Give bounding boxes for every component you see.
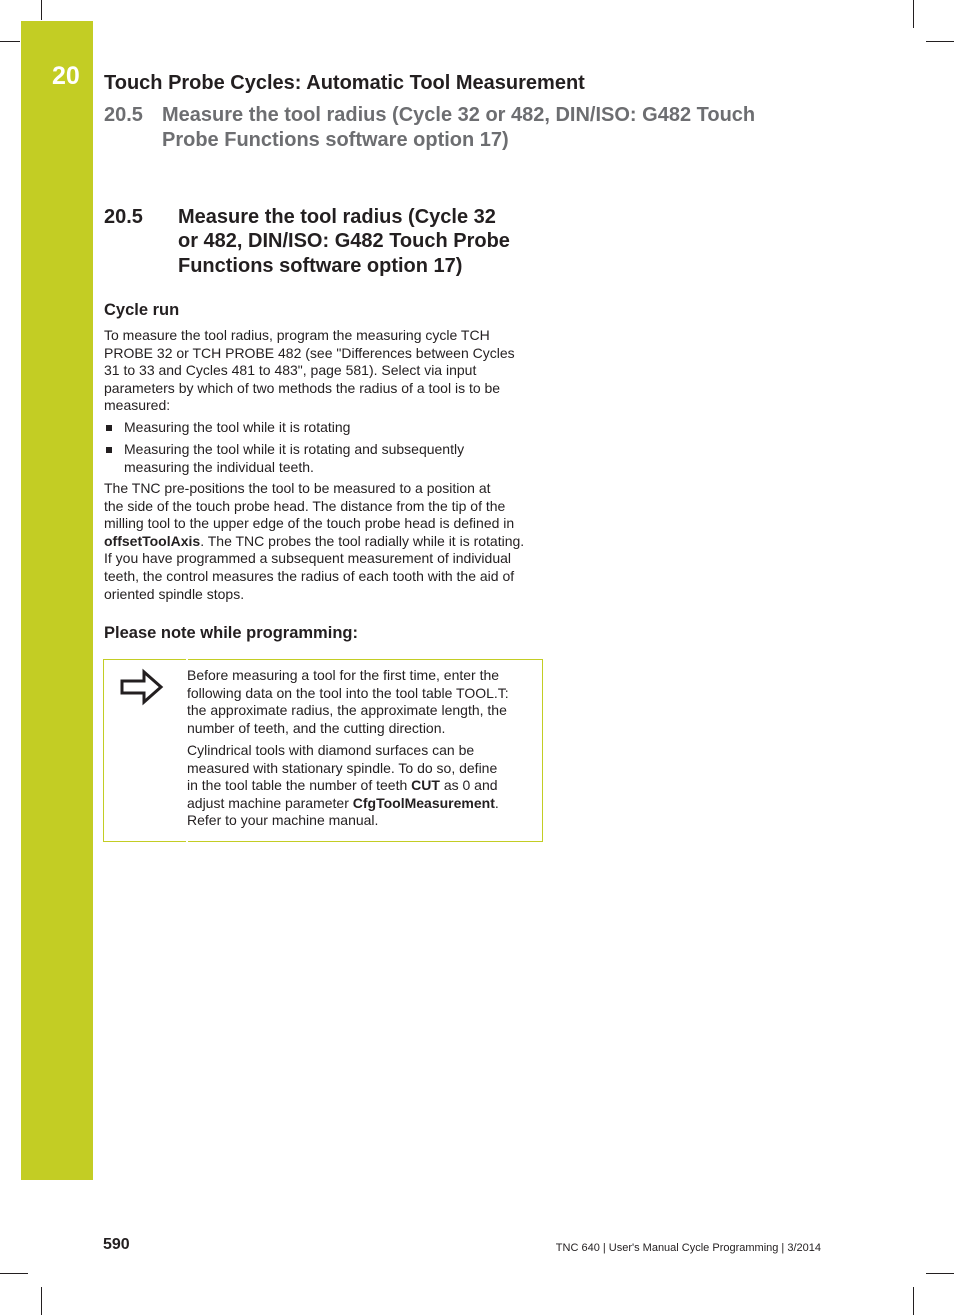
text-line (104, 380, 515, 398)
text-run: measuring the individual teeth. (124, 458, 314, 475)
bold-term: offsetToolAxis (104, 532, 201, 549)
running-header-title: Touch Probe Cycles: Automatic Tool Measurement (104, 72, 585, 94)
page-number: 590 (103, 1236, 130, 1253)
section-number: 20.5 (104, 206, 143, 228)
text-run: oriented spindle stops. (104, 585, 245, 602)
crop-mark (926, 41, 954, 42)
text-line (187, 777, 499, 795)
crop-mark (913, 1287, 914, 1315)
text-line (124, 459, 464, 477)
text-run: adjust machine parameter (187, 794, 353, 811)
bullet-icon (106, 425, 112, 431)
text-run: measured with stationary spindle. To do so, define (187, 759, 498, 776)
text-run: following data on the tool into the tool table TOOL.T: (187, 684, 509, 701)
running-header-section-line: Probe Functions software option 17) (162, 129, 509, 151)
cycle-run-body (104, 480, 524, 603)
crop-mark (41, 1287, 42, 1315)
text-line (104, 586, 524, 604)
text-line (187, 812, 499, 830)
text-line (104, 550, 524, 568)
chapter-number: 20 (52, 62, 80, 90)
text-run: The TNC pre-positions the tool to be measured to a position at (104, 480, 491, 496)
text-run: as 0 and (439, 777, 498, 794)
chapter-tab (21, 21, 93, 1180)
text-line (187, 742, 499, 760)
text-line (124, 419, 350, 437)
text-line (187, 720, 509, 738)
section-title-line: Measure the tool radius (Cycle 32 (178, 206, 496, 228)
text-line (104, 345, 515, 363)
running-header-section-number: 20.5 (104, 104, 143, 126)
note-heading: Please note while programming: (104, 624, 358, 642)
text-run: number of teeth, and the cutting direction. (187, 719, 446, 736)
text-line (104, 515, 524, 533)
text-run: If you have programmed a subsequent measurement of individual (104, 550, 512, 567)
text-run: . The TNC probes the tool radially while it is rotating. (200, 532, 525, 549)
bullet-item (124, 419, 350, 437)
text-line (104, 568, 524, 586)
text-line (187, 667, 509, 685)
note-paragraph (187, 742, 499, 830)
text-run: Refer to your machine manual. (187, 812, 379, 829)
crop-mark (926, 1273, 954, 1274)
text-run: Measuring the tool while it is rotating and subsequently (124, 441, 465, 457)
cycle-run-heading: Cycle run (104, 301, 180, 319)
section-title-line: or 482, DIN/ISO: G482 Touch Probe (178, 230, 510, 252)
text-line (104, 480, 524, 498)
text-run: measured: (104, 397, 171, 414)
text-run: PROBE 32 or TCH PROBE 482 (see "Differences between Cycles (104, 344, 515, 361)
text-run: parameters by which of two methods the radius of a tool is to be (104, 379, 501, 396)
arrow-right-icon (120, 668, 164, 706)
text-line (104, 498, 524, 516)
text-run: in the tool table the number of teeth (187, 777, 412, 794)
text-run: . (494, 794, 499, 811)
text-run: To measure the tool radius, program the measuring cycle TCH (104, 327, 490, 343)
text-run: Cylindrical tools with diamond surfaces can be (187, 742, 475, 758)
crop-mark (913, 0, 914, 28)
text-line (187, 760, 499, 778)
running-header-section-line: Measure the tool radius (Cycle 32 or 482, DIN/ISO: G482 Touch (162, 104, 756, 126)
section-title-line: Functions software option 17) (178, 255, 463, 277)
bold-term: CUT (411, 777, 440, 794)
bullet-icon (106, 447, 112, 453)
text-line (187, 685, 509, 703)
text-line (124, 441, 464, 459)
text-line (104, 362, 515, 380)
text-run: teeth, the control measures the radius of each tooth with the aid of (104, 567, 515, 584)
crop-mark (0, 1273, 28, 1274)
text-line (187, 795, 499, 813)
text-run: the approximate radius, the approximate length, the (187, 702, 507, 719)
footer-text: TNC 640 | User's Manual Cycle Programming | 3/2014 (555, 1242, 821, 1254)
text-run: 31 to 33 and Cycles 481 to 483", page 581). Select via input (104, 362, 477, 379)
note-box (103, 659, 543, 842)
note-paragraph (187, 667, 509, 737)
crop-mark (41, 0, 42, 20)
cycle-run-intro (104, 327, 515, 415)
text-run: the side of the touch probe head. The distance from the tip of the (104, 497, 506, 514)
text-run: Measuring the tool while it is rotating (124, 419, 351, 435)
text-run: milling tool to the upper edge of the touch probe head is defined in (104, 515, 515, 532)
text-line (104, 533, 524, 551)
text-line (104, 397, 515, 415)
text-line (187, 702, 509, 720)
bullet-item (124, 441, 464, 476)
text-line (104, 327, 515, 345)
bold-term: CfgToolMeasurement (352, 794, 495, 811)
text-run: Before measuring a tool for the first time, enter the (187, 667, 500, 683)
crop-mark (0, 41, 20, 42)
